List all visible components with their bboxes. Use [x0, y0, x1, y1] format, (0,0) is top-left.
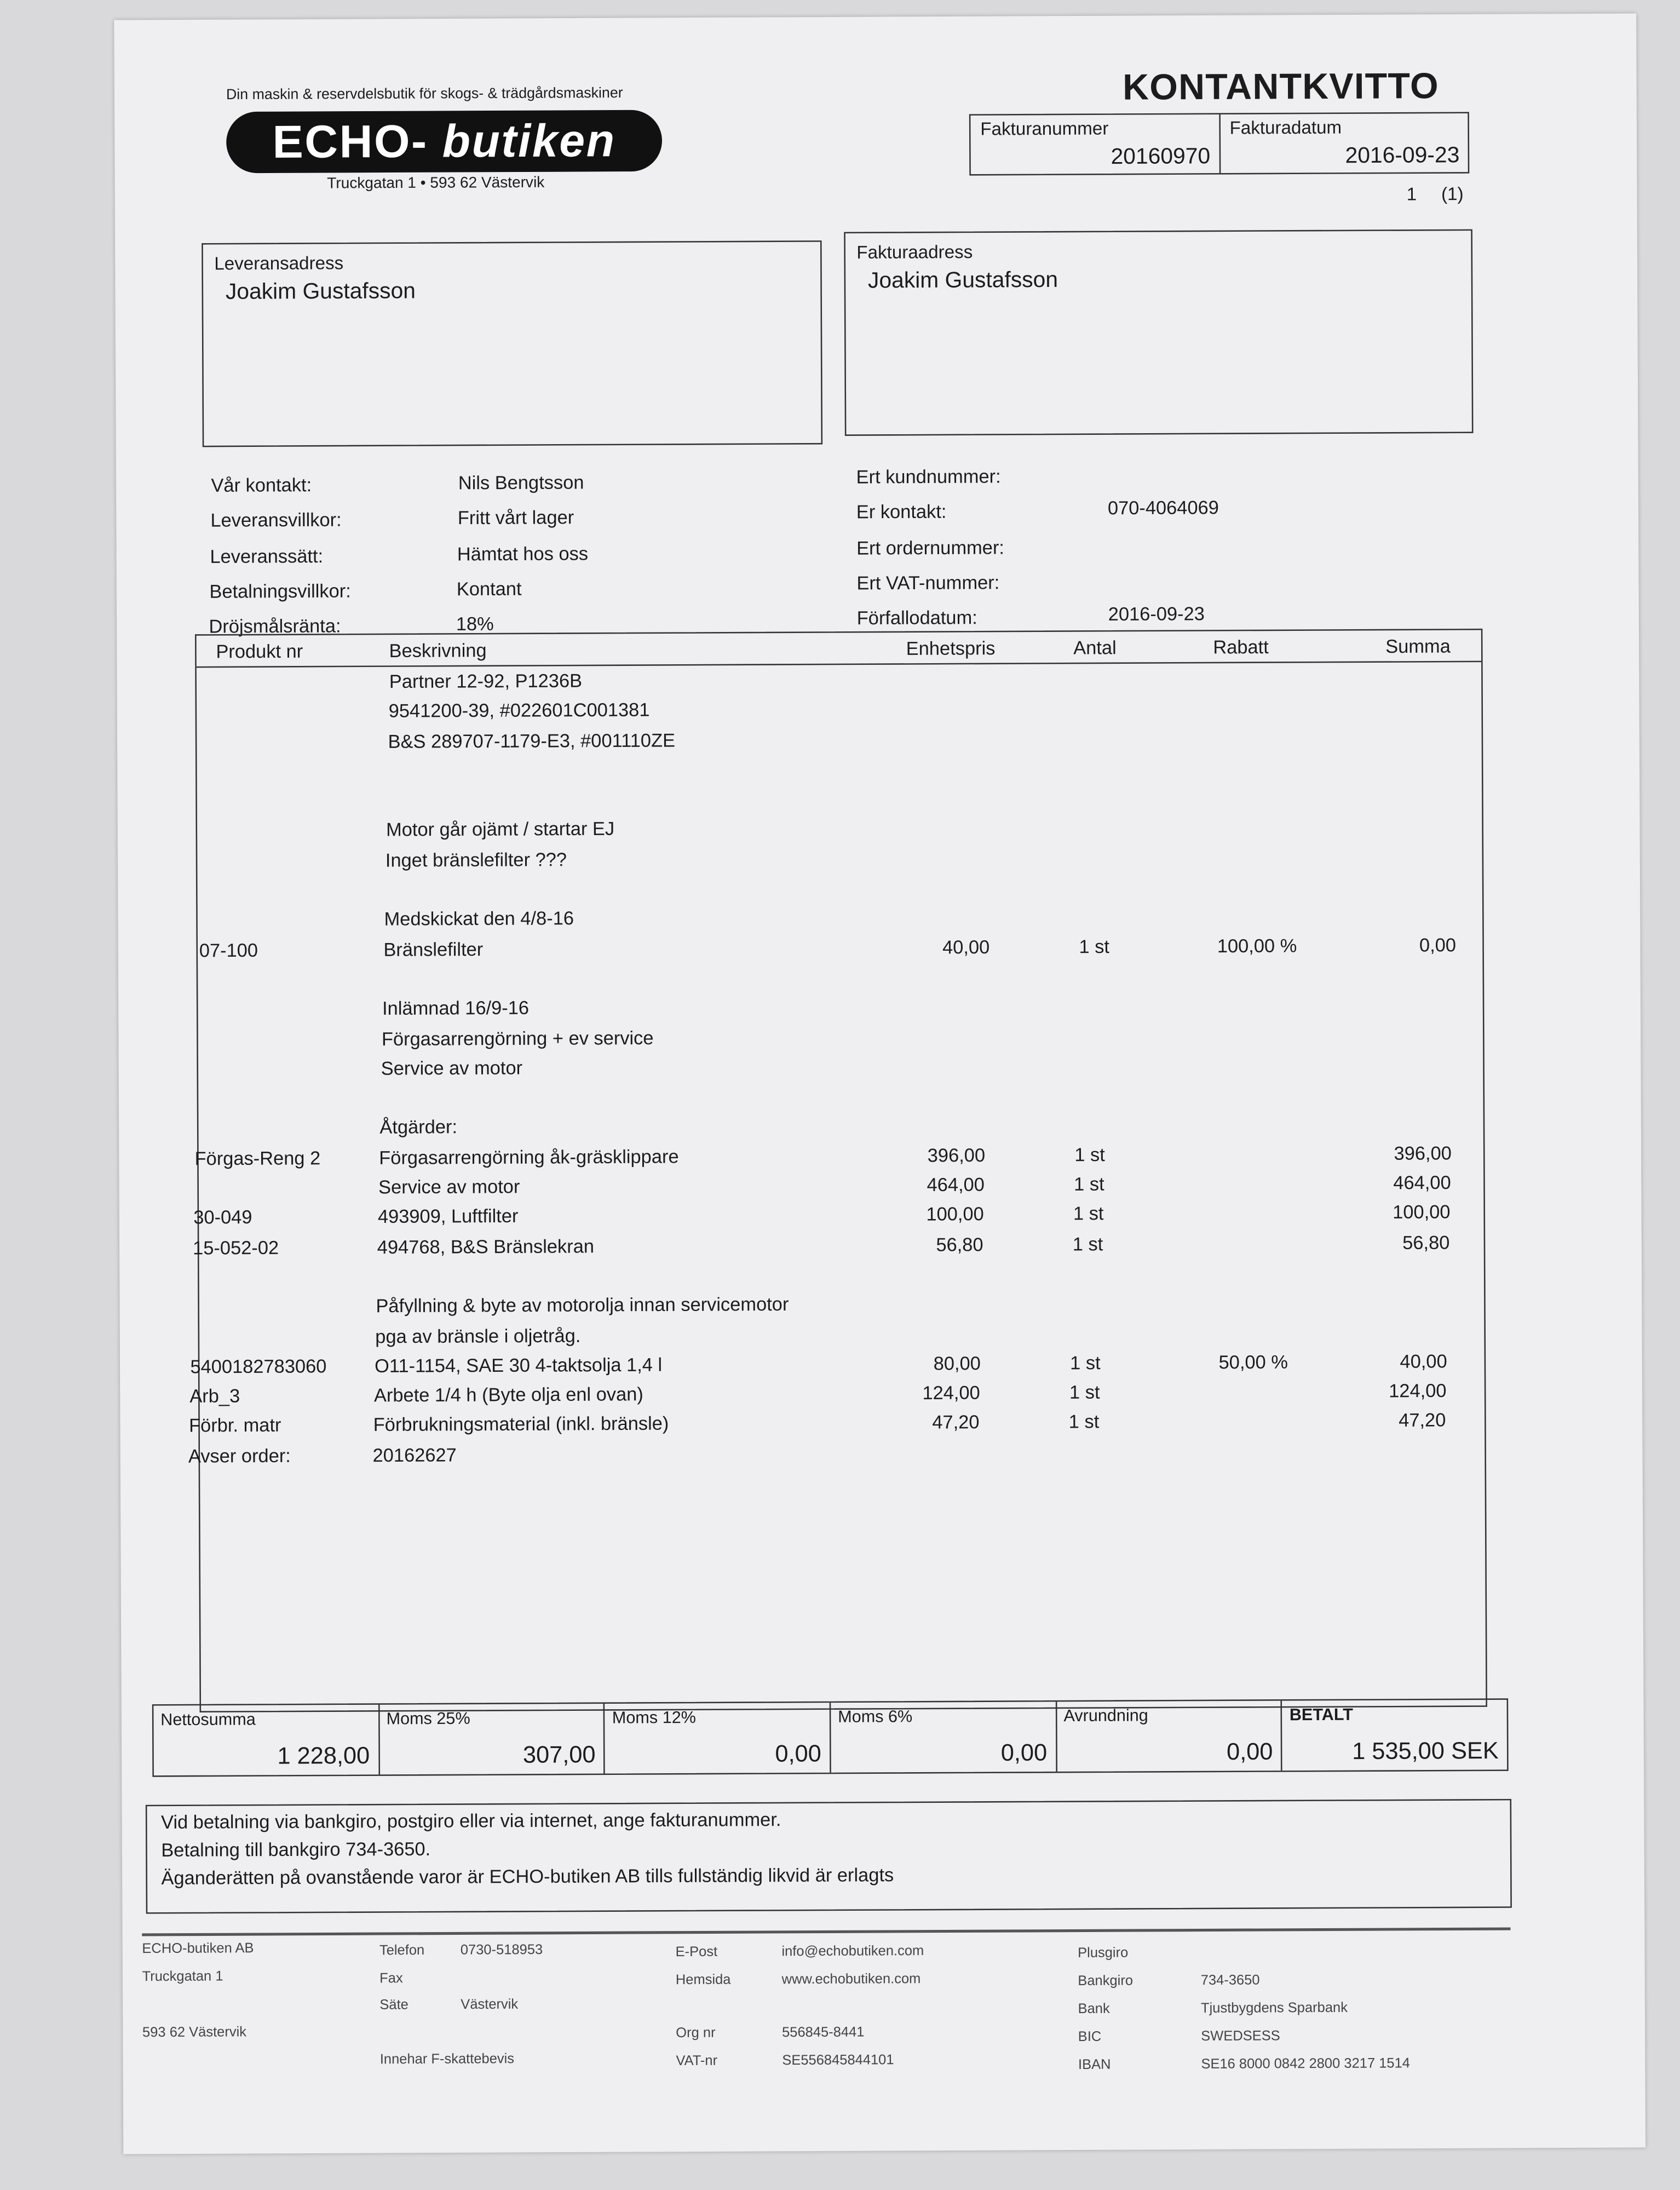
footer-seat: Västervik — [461, 1997, 519, 2013]
cell-sum: 47,20 — [1399, 1410, 1446, 1432]
logo-text-italic: butiken — [442, 114, 616, 167]
cell-description: Inget bränslefilter ??? — [385, 848, 567, 871]
cell-qty: 1 st — [1074, 1143, 1105, 1165]
delivery-address-label: Leveransadress — [214, 252, 344, 274]
footer-city: 593 62 Västervik — [142, 2025, 247, 2041]
document-title: KONTANTKVITTO — [1122, 64, 1440, 108]
meta-value: 2016-09-23 — [1108, 603, 1205, 625]
total-label: Nettosumma — [160, 1709, 256, 1729]
invoice-date-cell — [1218, 113, 1468, 173]
total-value: 1 535,00 SEK — [1352, 1737, 1499, 1765]
footer-phone-label: Telefon — [379, 1943, 425, 1959]
cell-qty: 1 st — [1072, 1233, 1103, 1255]
company-address: Truckgatan 1 • 593 62 Västervik — [327, 174, 545, 193]
footer-web-label: Hemsida — [675, 1973, 731, 1988]
footer-org-label: Org nr — [676, 2026, 716, 2042]
cell-description: Åtgärder: — [379, 1117, 458, 1139]
cell-description: Inlämnad 16/9-16 — [382, 997, 530, 1020]
cell-qty: 1 st — [1068, 1411, 1100, 1433]
cell-discount: 50,00 % — [1218, 1351, 1288, 1373]
cell-unit-price: 124,00 — [922, 1382, 980, 1404]
cell-sum: 464,00 — [1393, 1172, 1451, 1194]
footer-seat-label: Säte — [379, 1998, 409, 2014]
footer-bic-label: BIC — [1078, 2030, 1102, 2045]
total-cell — [378, 1704, 604, 1774]
billing-name: Joakim Gustafsson — [867, 268, 1058, 294]
footer-bic: SWEDSESS — [1201, 2028, 1280, 2045]
cell-product: 07-100 — [199, 939, 258, 961]
total-cell — [603, 1703, 830, 1773]
footer-ftax: Innehar F-skattebevis — [379, 2051, 515, 2068]
cell-description: 494768, B&S Bränslekran — [377, 1235, 595, 1257]
cell-qty: 1 st — [1069, 1382, 1100, 1403]
table-body — [188, 666, 1485, 1475]
footer-iban: SE16 8000 0842 2800 3217 1514 — [1201, 2056, 1410, 2073]
cell-description: 9541200-39, #022601C001381 — [388, 699, 650, 722]
meta-value: Hämtat hos oss — [457, 542, 589, 565]
invoice-number: 20160970 — [1111, 145, 1211, 170]
total-cell — [1055, 1701, 1281, 1772]
cell-description: Förbrukningsmaterial (inkl. bränsle) — [373, 1413, 669, 1436]
total-cell — [1281, 1700, 1507, 1771]
cell-qty: 1 st — [1070, 1352, 1101, 1373]
invoice-number-label: Fakturanummer — [980, 117, 1109, 140]
footer-phone: 0730-518953 — [460, 1942, 543, 1959]
billing-address-label: Fakturaadress — [856, 241, 973, 263]
cell-sum: 40,00 — [1400, 1350, 1447, 1372]
total-cell — [830, 1702, 1056, 1772]
cell-product: 30-049 — [193, 1207, 252, 1228]
cell-discount: 100,00 % — [1217, 935, 1297, 956]
delivery-name: Joakim Gustafsson — [225, 280, 416, 305]
total-label: Moms 25% — [386, 1708, 470, 1729]
cell-description: Motor går ojämt / startar EJ — [386, 819, 615, 841]
cell-qty: 1 st — [1074, 1174, 1104, 1195]
note-line: Vid betalning via bankgiro, postgiro eller via internet, ange fakturanummer. — [160, 1809, 781, 1833]
billing-address-box — [844, 229, 1473, 436]
cell-description: 493909, Luftfilter — [377, 1206, 519, 1228]
footer-vat: SE556845844101 — [782, 2053, 894, 2069]
cell-description: Förgasarrengörning + ev service — [381, 1027, 654, 1049]
meta-value: 18% — [456, 613, 494, 635]
logo-text: ECHO- — [272, 115, 428, 168]
cell-description: Bränslefilter — [383, 938, 484, 960]
cell-product: Arb_3 — [189, 1386, 240, 1407]
meta-value: Fritt vårt lager — [457, 507, 574, 529]
cell-qty: 1 st — [1079, 935, 1110, 957]
meta-label: Ert kundnummer: — [856, 465, 1001, 488]
footer-fax-label: Fax — [379, 1971, 403, 1987]
total-label: Moms 6% — [838, 1706, 913, 1727]
cell-product: 5400182783060 — [190, 1355, 327, 1377]
company-logo — [226, 110, 662, 174]
invoice-date-label: Fakturadatum — [1229, 117, 1342, 139]
meta-value: Nils Bengtsson — [458, 472, 584, 494]
delivery-address-box — [202, 240, 822, 447]
total-cell — [153, 1705, 378, 1775]
cell-description: Förgasarrengörning åk-gräsklippare — [379, 1146, 679, 1168]
meta-label: Dröjsmålsränta: — [209, 616, 341, 637]
cell-description: Service av motor — [378, 1176, 520, 1198]
footer-email: info@echobutiken.com — [781, 1944, 924, 1960]
footer-bank: Tjustbygdens Sparbank — [1200, 2001, 1348, 2017]
totals-bar — [152, 1698, 1509, 1777]
cell-product: Avser order: — [188, 1445, 291, 1467]
total-value: 0,00 — [1000, 1739, 1048, 1767]
footer-vat-label: VAT-nr — [676, 2054, 718, 2070]
cell-description: Partner 12-92, P1236B — [389, 670, 583, 692]
note-line: Betalning till bankgiro 734-3650. — [161, 1838, 431, 1861]
meta-label: Betalningsvillkor: — [209, 580, 351, 602]
cell-description: pga av bränsle i oljetråg. — [375, 1324, 581, 1347]
footer-email-label: E-Post — [675, 1945, 718, 1961]
cell-description: B&S 289707-1179-E3, #001110ZE — [388, 729, 676, 752]
note-line: Äganderätten på ovanstående varor är ECHO-butiken AB tills fullständig likvid är erlagts — [161, 1864, 894, 1889]
footer-org: 556845-8441 — [782, 2025, 865, 2041]
cell-description: Påfyllning & byte av motorolja innan servicemotor — [376, 1294, 789, 1317]
total-value: 0,00 — [1226, 1738, 1273, 1766]
col-description: Beskrivning — [389, 640, 487, 662]
cell-unit-price: 464,00 — [927, 1174, 985, 1195]
cell-unit-price: 100,00 — [926, 1204, 984, 1226]
cell-product: Förbr. matr — [189, 1415, 281, 1437]
cell-sum: 124,00 — [1389, 1380, 1447, 1402]
cell-sum: 100,00 — [1393, 1202, 1451, 1223]
footer-web: www.echobutiken.com — [781, 1971, 921, 1988]
cell-unit-price: 40,00 — [942, 936, 990, 958]
total-value: 0,00 — [775, 1740, 821, 1767]
col-sum: Summa — [1385, 635, 1451, 657]
footer-bankgiro-label: Bankgiro — [1078, 1974, 1134, 1990]
payment-notes — [146, 1799, 1512, 1914]
cell-unit-price: 47,20 — [932, 1412, 980, 1434]
table-row — [180, 1440, 1465, 1475]
cell-description: O11-1154, SAE 30 4-taktsolja 1,4 l — [375, 1354, 663, 1377]
cell-description: 20162627 — [372, 1444, 457, 1466]
invoice-date: 2016-09-23 — [1345, 144, 1460, 169]
cell-product: 15-052-02 — [193, 1237, 279, 1258]
footer-divider — [142, 1928, 1510, 1936]
cell-description: Service av motor — [381, 1057, 523, 1079]
meta-label: Förfallodatum: — [856, 607, 977, 629]
cell-unit-price: 80,00 — [933, 1353, 981, 1374]
meta-label: Er kontakt: — [856, 501, 947, 523]
col-qty: Antal — [1073, 637, 1117, 659]
items-table — [188, 629, 1487, 1712]
total-value: 307,00 — [522, 1741, 596, 1768]
footer-company: ECHO-butiken AB — [142, 1941, 254, 1957]
footer-iban-label: IBAN — [1078, 2057, 1111, 2073]
total-label: BETALT — [1289, 1704, 1354, 1725]
meta-label: Leveransvillkor: — [210, 509, 342, 532]
cell-product: Förgas-Reng 2 — [194, 1147, 321, 1169]
total-label: Moms 12% — [612, 1707, 697, 1728]
meta-label: Vår kontakt: — [211, 474, 312, 496]
cell-qty: 1 st — [1073, 1203, 1104, 1225]
cell-sum: 56,80 — [1402, 1232, 1450, 1253]
meta-label: Ert ordernummer: — [856, 536, 1005, 559]
col-discount: Rabatt — [1213, 636, 1269, 658]
page-number: 1 (1) — [1406, 183, 1464, 205]
cell-unit-price: 56,80 — [936, 1233, 983, 1255]
meta-value: 070-4064069 — [1107, 497, 1219, 519]
footer-bank-label: Bank — [1078, 2002, 1110, 2017]
cell-sum: 396,00 — [1394, 1142, 1452, 1164]
cell-description: Arbete 1/4 h (Byte olja enl ovan) — [373, 1384, 643, 1406]
invoice-info-box — [969, 112, 1469, 175]
col-unit-price: Enhetspris — [906, 637, 996, 659]
footer-plusgiro-label: Plusgiro — [1078, 1946, 1129, 1962]
invoice-number-cell — [970, 114, 1218, 174]
table-header — [197, 630, 1482, 668]
meta-label: Ert VAT-nummer: — [856, 572, 1000, 594]
tagline: Din maskin & reservdelsbutik för skogs- & trädgårdsmaskiner — [226, 85, 623, 104]
cell-sum: 0,00 — [1419, 934, 1457, 956]
footer-bankgiro: 734-3650 — [1200, 1973, 1260, 1989]
footer-street: Truckgatan 1 — [142, 1969, 223, 1985]
receipt-paper — [114, 14, 1646, 2154]
cell-unit-price: 396,00 — [927, 1144, 986, 1166]
col-product: Produkt nr — [216, 641, 303, 663]
total-label: Avrundning — [1063, 1705, 1148, 1726]
meta-label: Leveranssätt: — [210, 545, 324, 567]
cell-description: Medskickat den 4/8-16 — [384, 908, 574, 930]
total-value: 1 228,00 — [277, 1742, 370, 1769]
meta-value: Kontant — [456, 578, 522, 600]
